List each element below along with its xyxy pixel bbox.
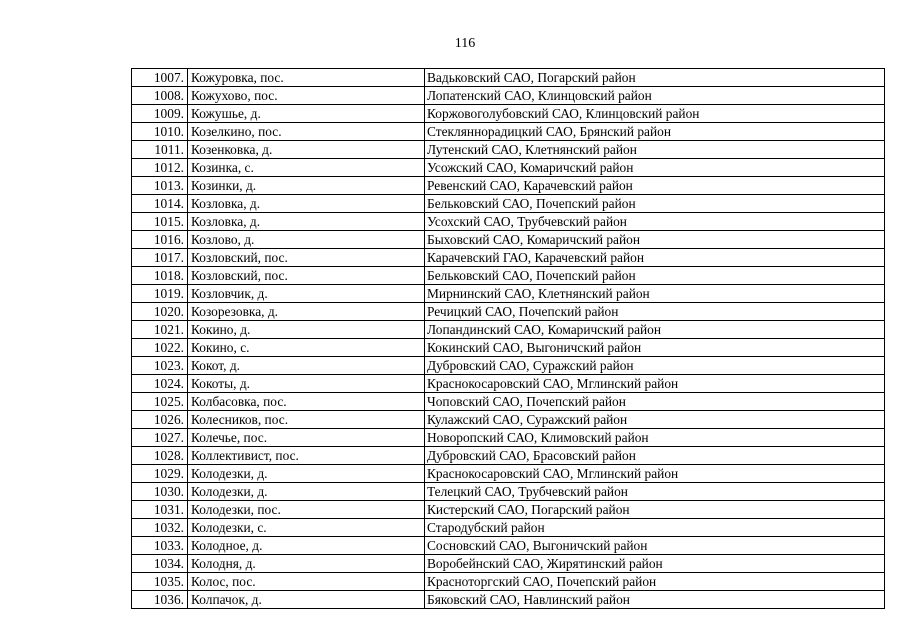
table-row: [132, 195, 885, 213]
table-row: [132, 555, 885, 573]
administrative-unit-cell: Краснокосаровский САО, Мглинский район: [425, 375, 885, 393]
settlement-name-cell: Колодезки, д.: [188, 483, 425, 501]
administrative-unit-cell: Коржовоголубовский САО, Клинцовский район: [425, 105, 885, 123]
row-number-cell: 1019.: [132, 285, 188, 303]
table-row: [132, 411, 885, 429]
administrative-unit-cell: Бельковский САО, Почепский район: [425, 195, 885, 213]
row-number-cell: 1033.: [132, 537, 188, 555]
row-number-cell: 1017.: [132, 249, 188, 267]
table-row: [132, 465, 885, 483]
table-row: [132, 213, 885, 231]
administrative-unit-cell: Ревенский САО, Карачевский район: [425, 177, 885, 195]
settlement-name-cell: Колодезки, д.: [188, 465, 425, 483]
row-number-cell: 1025.: [132, 393, 188, 411]
table-row: [132, 519, 885, 537]
table-row: [132, 267, 885, 285]
settlement-name-cell: Колодное, д.: [188, 537, 425, 555]
row-number-cell: 1028.: [132, 447, 188, 465]
settlement-name-cell: Козинка, с.: [188, 159, 425, 177]
administrative-unit-cell: Бяковский САО, Навлинский район: [425, 591, 885, 609]
administrative-unit-cell: Речицкий САО, Почепский район: [425, 303, 885, 321]
table-row: [132, 429, 885, 447]
table-row: [132, 591, 885, 609]
administrative-unit-cell: Чоповский САО, Почепский район: [425, 393, 885, 411]
row-number-cell: 1024.: [132, 375, 188, 393]
row-number-cell: 1026.: [132, 411, 188, 429]
row-number-cell: 1014.: [132, 195, 188, 213]
administrative-unit-cell: Дубровский САО, Суражский район: [425, 357, 885, 375]
row-number-cell: 1009.: [132, 105, 188, 123]
row-number-cell: 1036.: [132, 591, 188, 609]
administrative-unit-cell: Телецкий САО, Трубчевский район: [425, 483, 885, 501]
table-body: [132, 69, 885, 609]
settlement-name-cell: Колпачок, д.: [188, 591, 425, 609]
settlement-name-cell: Козловский, пос.: [188, 267, 425, 285]
administrative-unit-cell: Стародубский район: [425, 519, 885, 537]
settlement-name-cell: Кокоты, д.: [188, 375, 425, 393]
settlement-name-cell: Козорезовка, д.: [188, 303, 425, 321]
settlement-name-cell: Козинки, д.: [188, 177, 425, 195]
row-number-cell: 1032.: [132, 519, 188, 537]
settlement-name-cell: Кожухово, пос.: [188, 87, 425, 105]
table-row: [132, 249, 885, 267]
table-row: [132, 375, 885, 393]
table-row: [132, 357, 885, 375]
row-number-cell: 1013.: [132, 177, 188, 195]
table-row: [132, 393, 885, 411]
settlements-table: [131, 68, 885, 609]
administrative-unit-cell: Стекляннорадицкий САО, Брянский район: [425, 123, 885, 141]
table-row: [132, 447, 885, 465]
administrative-unit-cell: Кистерский САО, Погарский район: [425, 501, 885, 519]
administrative-unit-cell: Бельковский САО, Почепский район: [425, 267, 885, 285]
table-row: [132, 339, 885, 357]
table-row: [132, 87, 885, 105]
settlement-name-cell: Козенковка, д.: [188, 141, 425, 159]
row-number-cell: 1030.: [132, 483, 188, 501]
administrative-unit-cell: Красноторгский САО, Почепский район: [425, 573, 885, 591]
settlement-name-cell: Козловка, д.: [188, 213, 425, 231]
table-row: [132, 231, 885, 249]
administrative-unit-cell: Дубровский САО, Брасовский район: [425, 447, 885, 465]
administrative-unit-cell: Кулажский САО, Суражский район: [425, 411, 885, 429]
row-number-cell: 1016.: [132, 231, 188, 249]
table-row: [132, 285, 885, 303]
administrative-unit-cell: Лопандинский САО, Комаричский район: [425, 321, 885, 339]
table-row: [132, 537, 885, 555]
administrative-unit-cell: Воробейнский САО, Жирятинский район: [425, 555, 885, 573]
administrative-unit-cell: Карачевский ГАО, Карачевский район: [425, 249, 885, 267]
row-number-cell: 1035.: [132, 573, 188, 591]
settlement-name-cell: Колодня, д.: [188, 555, 425, 573]
row-number-cell: 1029.: [132, 465, 188, 483]
row-number-cell: 1010.: [132, 123, 188, 141]
settlement-name-cell: Колодезки, пос.: [188, 501, 425, 519]
administrative-unit-cell: Краснокосаровский САО, Мглинский район: [425, 465, 885, 483]
settlement-name-cell: Колос, пос.: [188, 573, 425, 591]
settlement-name-cell: Кокино, д.: [188, 321, 425, 339]
row-number-cell: 1011.: [132, 141, 188, 159]
settlement-name-cell: Колечье, пос.: [188, 429, 425, 447]
settlement-name-cell: Кокино, с.: [188, 339, 425, 357]
table-row: [132, 141, 885, 159]
row-number-cell: 1021.: [132, 321, 188, 339]
settlement-name-cell: Кожуровка, пос.: [188, 69, 425, 87]
administrative-unit-cell: Усожский САО, Комаричский район: [425, 159, 885, 177]
administrative-unit-cell: Лопатенский САО, Клинцовский район: [425, 87, 885, 105]
row-number-cell: 1012.: [132, 159, 188, 177]
row-number-cell: 1018.: [132, 267, 188, 285]
table-row: [132, 69, 885, 87]
administrative-unit-cell: Усохский САО, Трубчевский район: [425, 213, 885, 231]
administrative-unit-cell: Сосновский САО, Выгоничский район: [425, 537, 885, 555]
settlement-name-cell: Коллективист, пос.: [188, 447, 425, 465]
settlement-name-cell: Козловка, д.: [188, 195, 425, 213]
administrative-unit-cell: Мирнинский САО, Клетнянский район: [425, 285, 885, 303]
row-number-cell: 1007.: [132, 69, 188, 87]
page-number: 116: [454, 36, 476, 51]
row-number-cell: 1027.: [132, 429, 188, 447]
table-row: [132, 159, 885, 177]
table-row: [132, 105, 885, 123]
settlement-name-cell: Кокот, д.: [188, 357, 425, 375]
administrative-unit-cell: Вадьковский САО, Погарский район: [425, 69, 885, 87]
settlement-name-cell: Козловский, пос.: [188, 249, 425, 267]
table-row: [132, 501, 885, 519]
settlement-name-cell: Козлово, д.: [188, 231, 425, 249]
settlement-name-cell: Колодезки, с.: [188, 519, 425, 537]
row-number-cell: 1015.: [132, 213, 188, 231]
administrative-unit-cell: Лутенский САО, Клетнянский район: [425, 141, 885, 159]
settlement-name-cell: Кожушье, д.: [188, 105, 425, 123]
administrative-unit-cell: Быховский САО, Комаричский район: [425, 231, 885, 249]
settlement-name-cell: Колесников, пос.: [188, 411, 425, 429]
settlement-name-cell: Козелкино, пос.: [188, 123, 425, 141]
table-row: [132, 573, 885, 591]
row-number-cell: 1023.: [132, 357, 188, 375]
row-number-cell: 1034.: [132, 555, 188, 573]
table-row: [132, 123, 885, 141]
table-row: [132, 303, 885, 321]
table-row: [132, 483, 885, 501]
settlement-name-cell: Колбасовка, пос.: [188, 393, 425, 411]
row-number-cell: 1020.: [132, 303, 188, 321]
administrative-unit-cell: Новоропский САО, Климовский район: [425, 429, 885, 447]
settlement-name-cell: Козловчик, д.: [188, 285, 425, 303]
table-row: [132, 321, 885, 339]
table-row: [132, 177, 885, 195]
row-number-cell: 1008.: [132, 87, 188, 105]
row-number-cell: 1022.: [132, 339, 188, 357]
row-number-cell: 1031.: [132, 501, 188, 519]
administrative-unit-cell: Кокинский САО, Выгоничский район: [425, 339, 885, 357]
